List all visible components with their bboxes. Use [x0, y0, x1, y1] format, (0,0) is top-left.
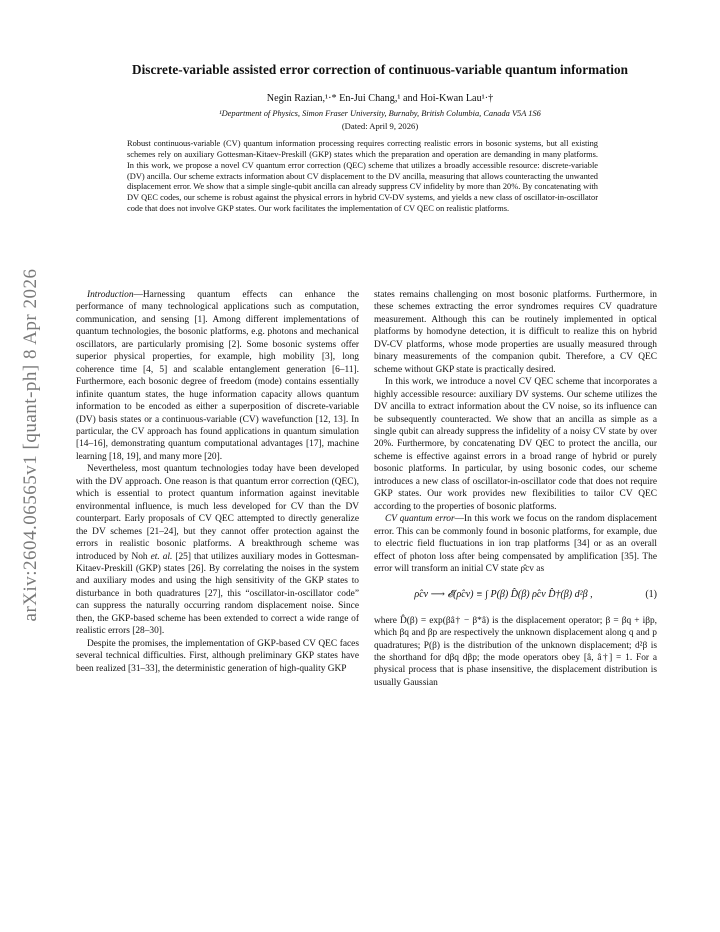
right-column	[374, 289, 657, 689]
section-heading-cv-error: CV quantum error	[385, 514, 455, 525]
paragraph-text: [25] that utilizes auxiliary modes in Gottesman-Kitaev-Preskill (GKP) states [26]. By correlating the noises in the system and auxiliary modes and using the high sensitivity of the GKP states to disturbance in both quadratures [27], this “oscillator-in-oscillator code” can suppress the naturally occurring random displacement noise. Since then, the GKP-based scheme has been extended to correct a wide range of realistic errors [28–30].	[76, 551, 359, 637]
paragraph-text: Nevertheless, most quantum technologies today have been developed with the DV approach. One reason is that quantum error correction (QEC), which is essential to protect quantum information against inevitable environmental influence, is much less developed for CV than the DV counterpart. Early proposals of CV QEC attempted to directly generalize the DV schemes [21–24], but they cannot offer protection against the errors in realistic bosonic platforms. A breakthrough scheme was introduced by Noh	[76, 464, 359, 562]
introduction-text: —Harnessing quantum effects can enhance the performance of many technological applications such as computation, communication, and sensing [1]. Among different implementations of quantum technologies, the bosonic platforms, e.g. photons and mechanical oscillators, are particularly promising [2]. Some bosonic systems offer superior physical properties, for example, high mobility [3], long coherence time [4, 5] and scalable entanglement generation [6–11]. Furthermore, each bosonic degree of freedom (mode) contains essentially infinite quantum states, the huge information capacity allows quantum information to be encoded as either a superposition of discrete-variable (DV) basis states or a continuous-variable (CV) wavefunction [12, 13]. In particular, the CV approach has found applications in quantum simulation [14–16], demonstrating quantum computational advantages [17], machine learning [18, 19], and many more [20].	[76, 290, 359, 462]
body-paragraph: Despite the promises, the implementation of GKP-based CV QEC faces several technical difficulties. First, although preliminary GKP states have been realized [31–33], the deterministic generation of high-quality GKP	[76, 638, 359, 674]
left-column	[76, 289, 359, 675]
equation-body: ρ̂cv ⟶ 𝓔(ρ̂cv) ≡ ∫ P(β) D̂(β) ρ̂cv D̂†(β) d²β ,	[414, 589, 593, 601]
date-line: (Dated: April 9, 2026)	[341, 121, 419, 131]
introduction-paragraph	[76, 289, 359, 463]
body-paragraph: where D̂(β) = exp(βâ† − β*â) is the displacement operator; β = βq + iβp, which βq and βp are respectively the unknown displacement along q and p quadratures; P(β) is the distribution of the unknown displacement; d²β is the shorthand for dβq dβp; the mode operators obey [â, â†] = 1. For a physical process that is phase insensitive, the displacement distribution is usually Gaussian	[374, 615, 657, 688]
abstract: Robust continuous-variable (CV) quantum information processing requires correcting realistic errors in bosonic systems, but all existing schemes rely on auxiliary Gottesman-Kitaev-Preskill (GKP) states which the preparation and operation are demanding in many platforms. In this work, we propose a novel CV quantum error correction (QEC) scheme that utilizes a broadly accessible resource: discrete-variable (DV) ancilla. Our scheme extracts information about CV displacement to the DV ancilla, measuring that allows counteracting the unwanted displacement error. We show that a simple single-qubit ancilla can already suppress CV infidelity by more than 20%. By concatenating with DV QEC codes, our scheme is robust against the physical errors in hybrid CV-DV systems, and yields a new class of oscillator-in-oscillator code that does not involve GKP states. Our work facilitates the implementation of CV QEC on realistic platforms.	[127, 139, 598, 214]
arxiv-identifier-text: arXiv:2604.06565v1 [quant-ph] 8 Apr 2026	[20, 268, 41, 622]
equation-1	[374, 588, 657, 601]
body-paragraph: In this work, we introduce a novel CV QEC scheme that incorporates a highly accessible resource: auxiliary DV systems. Our scheme utilizes the DV ancilla to extract information about the CV noise, so its influence can be subsequently counteracted. We show that an ancilla as simple as a single qubit can already suppress the infidelity of a noisy CV state by over 20%. Furthermore, by concatenating DV QEC to protect the ancilla, our scheme is effective against errors in a broad range of hybrid or purely bosonic platforms. In particular, by using bosonic codes, our scheme introduces a new class of oscillator-in-oscillator code that does not require GKP states. Our work provides new flexibilities to tailor CV QEC according to the properties of bosonic platforms.	[374, 377, 657, 512]
body-paragraph: states remains challenging on most bosonic platforms. Furthermore, in these schemes extracting the error syndromes requires CV quadrature measurement. Although this can be routinely implemented in optical platforms by homodyne detection, it is difficult to realize this on hybrid DV-CV platforms, whose mode properties are usually measured through binary measurements of the companion qubit. Therefore, a CV QEC scheme without GKP state is practically desired.	[374, 290, 657, 375]
citation-etal: et. al.	[150, 551, 173, 562]
equation-number: (1)	[645, 589, 657, 601]
section-heading-introduction: Introduction	[87, 290, 134, 300]
body-paragraph	[76, 463, 359, 637]
cv-error-paragraph	[374, 513, 657, 575]
paragraph-text: —In this work we focus on the random displacement error. This can be commonly found in bosonic platforms, for example, due to electric field fluctuations in ion trap platforms [34] or as an overall effect of photon loss after being compensated by amplification [35]. The error will transform an initial CV state ρ̂cv as	[374, 514, 657, 574]
author-list: Negin Razian,¹·* En-Jui Chang,¹ and Hoi-Kwan Lau¹·†	[266, 93, 494, 104]
arxiv-identifier-stamp	[18, 250, 44, 640]
paper-title: Discrete-variable assisted error correction of continuous-variable quantum information	[132, 62, 628, 77]
affiliation: ¹Department of Physics, Simon Fraser University, Burnaby, British Columbia, Canada V5A 1S6	[219, 109, 541, 118]
